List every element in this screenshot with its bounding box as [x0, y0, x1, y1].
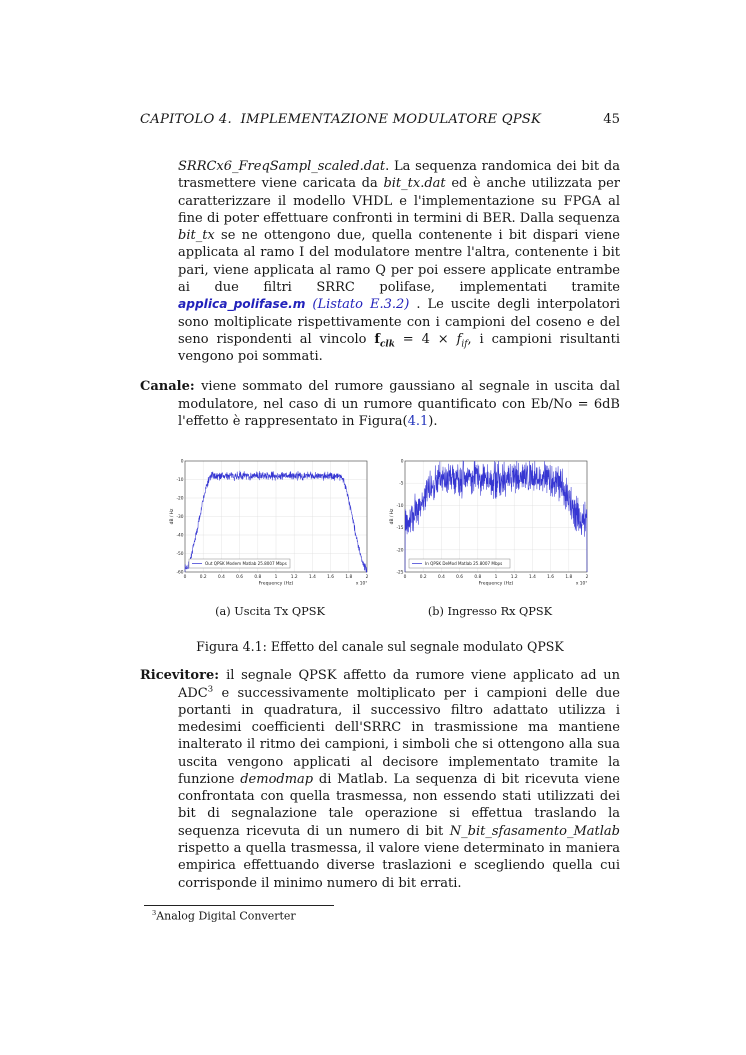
- text-run: if: [461, 339, 468, 350]
- svg-text:1.8: 1.8: [565, 575, 573, 581]
- svg-text:0.8: 0.8: [254, 575, 262, 581]
- text-run: Canale:: [140, 379, 202, 395]
- subcaption-b: (b) Ingresso Rx QPSK: [427, 605, 553, 619]
- svg-text:-25: -25: [396, 570, 404, 576]
- svg-text:Frequency (Hz): Frequency (Hz): [258, 581, 294, 587]
- figure-row: [140, 456, 620, 618]
- svg-text:x 10⁷: x 10⁷: [355, 581, 367, 587]
- svg-text:-30: -30: [176, 515, 184, 521]
- text-run: N_bit_sfasamento_Matlab: [449, 823, 620, 839]
- text-run: clk: [380, 339, 395, 350]
- svg-text:0.2: 0.2: [419, 575, 427, 581]
- svg-text:0.8: 0.8: [474, 575, 482, 581]
- svg-text:0.6: 0.6: [456, 575, 464, 581]
- svg-text:2: 2: [585, 575, 589, 581]
- svg-text:-40: -40: [176, 533, 184, 539]
- svg-text:1.4: 1.4: [308, 575, 316, 581]
- svg-text:0: 0: [180, 459, 184, 465]
- svg-text:dB / Hz: dB / Hz: [170, 508, 175, 525]
- applica-polifase-link[interactable]: applica_polifase.m: [178, 297, 306, 312]
- footnote-text: Analog Digital Converter: [156, 909, 296, 923]
- text-run: di Matlab. La sequenza di bit ricevuta viene confrontata con quella trasmessa, non essendo stati utilizzati dei bit di segnalazione tale operazione si effettua traslando la sequenza ricevuta di un numero di bit: [178, 771, 620, 839]
- svg-text:0: 0: [403, 575, 407, 581]
- subcaption-a: (a) Uscita Tx QPSK: [215, 605, 325, 619]
- subfigure-b: [387, 456, 593, 618]
- text-run: SRRCx6_FreqSampl_scaled.dat: [178, 159, 386, 174]
- footnote-line: [140, 909, 620, 923]
- text-run: , i campioni risultanti vengono poi sommati.: [178, 331, 620, 365]
- text-run: e successivamente moltiplicato per i campioni delle due portanti in quadratura, il successivo filtro adattato utilizza i medesimi coefficienti dell'SRRC in trasmissione ma mantiene inalterato il ritmo dei campioni, i simboli che si ottengono alla sua uscita vengono applicati al decisore implementato tramite la funzione: [178, 685, 620, 787]
- figure-4-1: [140, 456, 620, 654]
- psd-plot-rx: [387, 456, 593, 596]
- text-run: Ricevitore:: [140, 668, 227, 684]
- chapter-header: CAPITOLO 4. IMPLEMENTAZIONE MODULATORE QPSK: [140, 112, 542, 127]
- svg-text:1.8: 1.8: [345, 575, 353, 581]
- page-number: 45: [603, 112, 620, 127]
- text-run: f: [456, 331, 462, 347]
- text-run: bit_tx.dat: [383, 176, 446, 192]
- svg-text:0.2: 0.2: [199, 575, 207, 581]
- paragraph-srrc: [178, 158, 620, 365]
- subfigure-a: [167, 456, 373, 618]
- svg-text:1.2: 1.2: [510, 575, 518, 581]
- svg-text:Frequency (Hz): Frequency (Hz): [478, 581, 514, 587]
- svg-text:2: 2: [365, 575, 369, 581]
- text-run: viene sommato del rumore gaussiano al segnale in uscita dal modulatore, nel caso di un rumore quantificato con Eb/No = 6dB l'effetto è rappresentato in Figura(: [178, 379, 620, 429]
- psd-plot-tx: [167, 456, 373, 596]
- text-run: . La sequenza randomica dei bit da trasmettere viene caricata da: [178, 159, 620, 192]
- text-run: = 4 ×: [394, 331, 457, 347]
- svg-text:1: 1: [274, 575, 278, 581]
- svg-text:-15: -15: [396, 526, 404, 532]
- svg-text:x 10⁷: x 10⁷: [575, 581, 587, 587]
- svg-text:-10: -10: [176, 478, 184, 484]
- svg-text:-60: -60: [176, 570, 184, 576]
- svg-text:1.6: 1.6: [327, 575, 335, 581]
- svg-text:dB / Hz: dB / Hz: [390, 508, 395, 525]
- text-run: . Le uscite degli interpolatori sono moltiplicate rispettivamente con i campioni del coseno e del seno rispondenti al vincolo: [178, 297, 620, 347]
- text-run: bit_tx: [178, 228, 215, 244]
- text-run: se ne ottengono due, quella contenente i bit dispari viene applicata al ramo I del modulatore mentre l'altra, contenente i bit pari, viene applicata al ramo Q per poi essere applicate entrambe ai due filtri SRRC polifase, implementati tramite: [178, 228, 620, 295]
- svg-text:1.2: 1.2: [290, 575, 298, 581]
- svg-text:1.6: 1.6: [547, 575, 555, 581]
- svg-text:-10: -10: [396, 504, 404, 510]
- listato-e32-link[interactable]: (Listato E.3.2): [312, 297, 410, 313]
- text-run: rispetto a quella trasmessa, il valore viene determinato in maniera empirica effettuando diverse traslazioni e scegliendo quella cui corrisponde il minimo numero di bit errati.: [178, 841, 620, 891]
- figure-caption: Figura 4.1: Effetto del canale sul segnale modulato QPSK: [196, 639, 564, 655]
- svg-text:1: 1: [494, 575, 498, 581]
- page-header: [140, 112, 620, 127]
- svg-text:In QPSK DeMod Matlab 25.8007 M: In QPSK DeMod Matlab 25.8007 Mbps: [425, 561, 503, 567]
- svg-text:-20: -20: [176, 496, 184, 502]
- svg-text:0.4: 0.4: [437, 575, 445, 581]
- list-item-ricevitore: [140, 667, 620, 892]
- footnote-ref-3[interactable]: 3: [207, 683, 214, 694]
- svg-text:-20: -20: [396, 548, 404, 554]
- svg-text:-50: -50: [176, 552, 184, 558]
- text-run: ed è anche utilizzata per caratterizzare il modello VHDL e l'implementazione su FPGA al fine di poter effettuare confronti in termini di BER. Dalla sequenza: [178, 176, 621, 226]
- svg-text:0: 0: [400, 459, 404, 465]
- text-run: il segnale QPSK affetto da rumore viene applicato ad un ADC: [178, 668, 620, 701]
- text-run: demodmap: [240, 771, 314, 787]
- svg-text:Out QPSK Modem Matlab 25.8007: Out QPSK Modem Matlab 25.8007 Mbps: [205, 561, 287, 567]
- svg-text:-5: -5: [399, 481, 404, 487]
- svg-text:0: 0: [183, 575, 187, 581]
- text-run: ).: [428, 413, 438, 429]
- footnote: [140, 905, 620, 923]
- footnote-marker: 3: [152, 908, 157, 917]
- svg-text:1.4: 1.4: [528, 575, 536, 581]
- footnote-rule: [144, 905, 334, 906]
- text-column: [140, 112, 620, 923]
- figure-4-1-ref-link[interactable]: 4.1: [407, 413, 429, 429]
- text-run: f: [374, 331, 381, 347]
- svg-text:0.4: 0.4: [217, 575, 225, 581]
- svg-text:0.6: 0.6: [236, 575, 244, 581]
- list-item-canale: [140, 378, 620, 430]
